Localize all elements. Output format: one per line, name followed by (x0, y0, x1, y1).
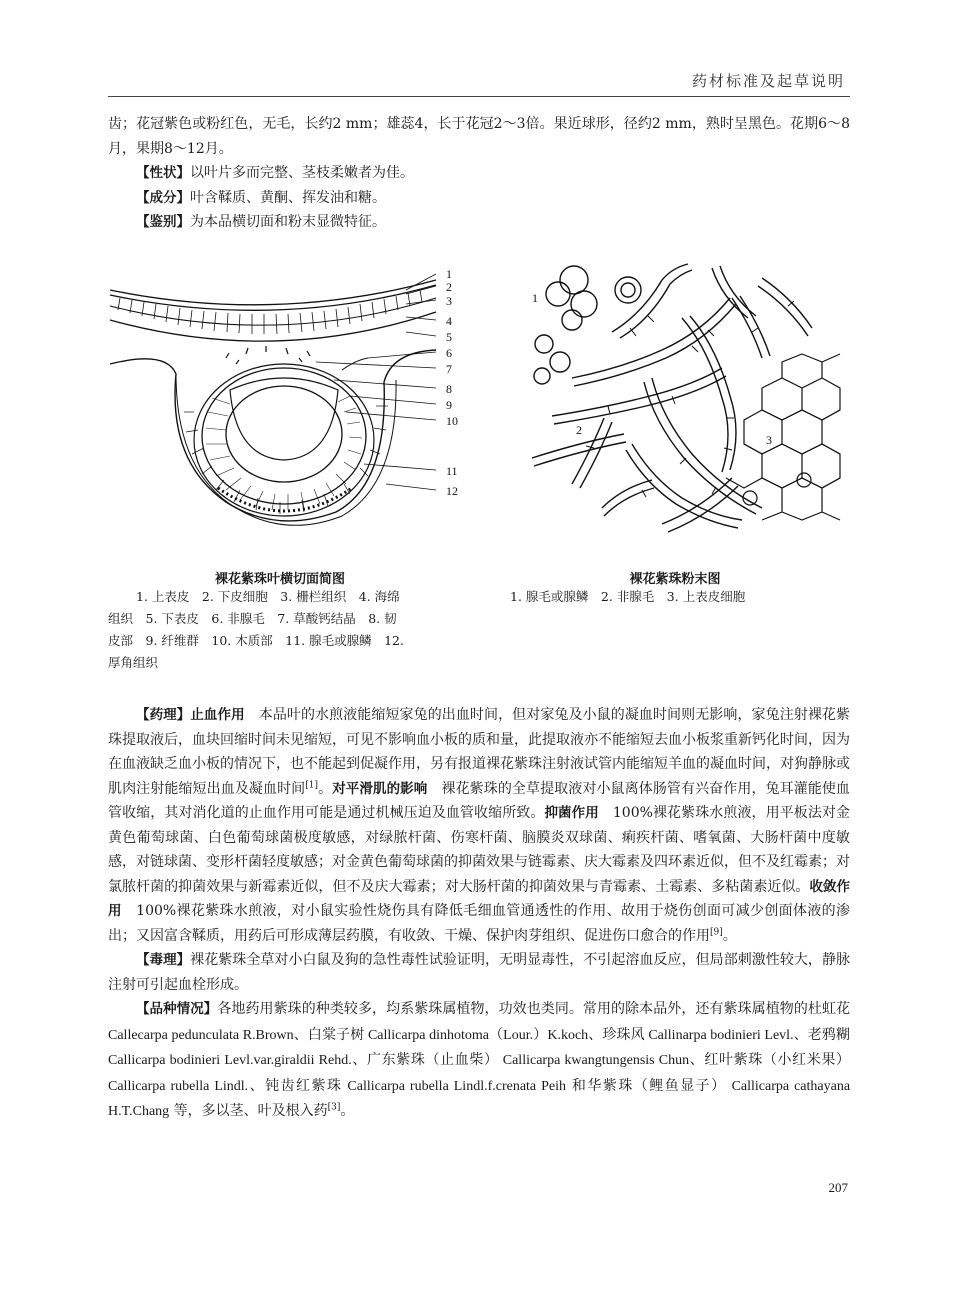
species-2-name: 、白棠子树 (293, 1026, 365, 1043)
label-chengfen: 【成分】 (136, 189, 190, 206)
label-xingzhuang: 【性状】 (136, 165, 190, 181)
species-4-name: 、老鸦糊 (793, 1026, 851, 1043)
species-6-latin: Callicarpa rubella Lindl. (108, 1078, 249, 1094)
section-xingzhuang (108, 161, 850, 186)
powder-figure (512, 258, 842, 553)
left-callout-1: 1 (446, 267, 452, 281)
left-legend-line-3: 皮部 9. 纤维群 10. 木质部 11. 腺毛或腺鳞 12. (108, 633, 404, 648)
label-duli: 【毒理】 (136, 952, 191, 968)
species-8-name: 和华紫珠（鲤鱼显子） (566, 1077, 727, 1094)
text-chengfen: 叶含鞣质、黄酮、挥发油和糖。 (190, 189, 386, 206)
species-2-latin: Callicarpa dinhotoma（Lour.）K.koch (364, 1027, 589, 1043)
species-7-name: 、钝齿红紫珠 (248, 1077, 343, 1094)
body-text-block (108, 703, 850, 1125)
left-legend-line-4: 厚角组织 (108, 655, 159, 670)
label-yaoli: 【药理】 (136, 707, 191, 723)
running-header-title: 药材标准及起草说明 (691, 72, 845, 90)
left-callout-11: 11 (446, 464, 458, 478)
species-5-name: 、广东紫珠（止血柴） (351, 1052, 499, 1068)
end-mark-b: 。 (340, 1103, 355, 1119)
species-7-latin: Callicarpa rubella Lindl.f.crenata Peih (342, 1078, 567, 1094)
page-number: 207 (828, 1180, 848, 1195)
header-rule (108, 96, 850, 97)
section-yaoli: 【药理】止血作用 本品叶的水煎液能缩短家兔的出血时间，但对家兔及小鼠的凝血时间则无影响，家兔注射裸花紫珠提取液后，血块回缩时间未见缩短，可见不影响血小板的质和量，此提取液亦不能缩短去血小板浆重新钙化时间，因为在血液缺乏血小板的情况下，也不能起到促凝作用，另有报道裸花紫珠注射液试管内能缩短羊血的凝血时间，对狗静脉或肌肉注射能缩短出血及凝血时间[1]。对平滑肌的影响 裸花紫珠的全草提取液对小鼠离体肠管有兴奋作用，兔耳灌能使血管收缩，其对消化道的止血作用可能是通过机械压迫及血管收缩所致。抑菌作用 100%裸花紫珠水煎液，用平板法对金黄色葡萄球菌、白色葡萄球菌极度敏感，对绿脓杆菌、伤寒杆菌、脑膜炎双球菌、痢疾杆菌、嗜氧菌、大肠杆菌中度敏感，对链球菌、变形杆菌轻度敏感；对金黄色葡萄球菌的抑菌效果与链霉素、庆大霉素及四环素近似，但不及红霉素；对氯脓杆菌的抑菌效果与新霉素近似，但不及庆大霉素；对大肠杆菌的抑菌效果与青霉素、土霉素、多粘菌素近似。收敛作用 100%裸花紫珠水煎液，对小鼠实验性烧伤具有降低毛细血管通透性的作用、故用于烧伤创面可减少创面体液的渗出；又因富含鞣质，用药后可形成薄层药膜，有收敛、干燥、保护肉芽组织、促进伤口愈合的作用[9]。 (108, 707, 851, 944)
species-8-latin: Callicarpa cathayana H.T.Chang (108, 1078, 851, 1119)
right-callout-2: 2 (576, 423, 582, 437)
right-figure-legend (510, 586, 840, 608)
right-callout-1: 1 (532, 291, 538, 305)
species-3-latin: Callinarpa bodinieri Levl. (644, 1027, 794, 1043)
left-callout-3: 3 (446, 294, 452, 308)
left-figure-title: 裸花紫珠叶横切面简图 (214, 572, 345, 587)
species-4-latin: Callicarpa bodinieri Levl.var.giraldii Rehd. (108, 1053, 352, 1068)
section-duli (108, 948, 850, 997)
text-duli: 裸花紫珠全草对小白鼠及狗的急性毒性试验证明，无明显毒性，不引起溶血反应，但局部刺激性较大，静脉注射可引起血栓形成。 (108, 952, 851, 993)
label-pinzhong: 【品种情况】 (136, 1001, 218, 1017)
label-jianbie: 【鉴别】 (136, 214, 190, 230)
left-callout-4: 4 (446, 314, 452, 328)
left-callout-8: 8 (446, 382, 452, 396)
heading-shoulian: 收敛作用 (108, 878, 851, 919)
ref-9: [9] (710, 926, 723, 937)
powder-drawing (512, 258, 842, 553)
species-6-name: 、红叶紫珠（小红米果） (689, 1052, 851, 1068)
heading-pinghuaji: 对平滑肌的影响 (332, 780, 428, 797)
text-pinghuaji: 裸花紫珠的全草提取液对小鼠离体肠管有兴奋作用，兔耳灌能使血管收缩，其对消化道的止血作用可能是通过机械压迫及血管收缩所致。 (108, 780, 851, 821)
text-xingzhuang: 以叶片多而完整、茎枝柔嫩者为佳。 (190, 165, 414, 181)
left-callout-10: 10 (446, 414, 458, 428)
left-legend-line-1: 1. 上表皮 2. 下皮细胞 3. 栅栏组织 4. 海绵 (136, 589, 400, 604)
left-callout-7: 7 (446, 362, 452, 376)
section-chengfen (108, 186, 850, 211)
section-jianbie (108, 210, 850, 235)
top-text-block (108, 112, 850, 235)
left-legend-line-2: 组织 5. 下表皮 6. 非腺毛 7. 草酸钙结晶 8. 韧 (108, 611, 397, 626)
left-callout-6: 6 (446, 346, 452, 360)
description-continuation: 齿；花冠紫色或粉红色，无毛，长约2 mm；雄蕊4，长于花冠2～3倍。果近球形，径约2 mm，熟时呈黑色。花期6～8月，果期8～12月。 (108, 116, 850, 157)
text-zhixue: 本品叶的水煎液能缩短家兔的出血时间，但对家兔及小鼠的凝血时间则无影响，家兔注射裸花紫珠提取液后，血块回缩时间未见缩短，可见不影响血小板的质和量，此提取液亦不能缩短去血小板浆重新钙化时间，因为在血液缺乏血小板的情况下，也不能起到促凝作用，另有报道裸花紫珠注射液试管内能缩短羊血的凝血时间，对狗静脉或肌肉注射能缩短出血及凝血时间 (108, 707, 851, 797)
ref-1: [1] (305, 779, 319, 790)
species-1-latin: Callecarpa pedunculata R.Brown (108, 1027, 294, 1043)
text-pinzhong-a: 各地药用紫珠的种类较多，均系紫珠属植物，功效也类同。常用的除本品外，还有紫珠属植物的杜虹花 (217, 1001, 851, 1017)
species-5-latin: Callicarpa kwangtungensis Chun (498, 1053, 690, 1068)
left-figure-legend (108, 586, 478, 674)
leaf-cross-section-drawing (106, 262, 476, 562)
right-figure-title: 裸花紫珠粉末图 (629, 572, 721, 587)
right-callout-3: 3 (766, 433, 772, 447)
left-callout-9: 9 (446, 398, 452, 412)
left-callout-2: 2 (446, 280, 452, 294)
text-shoulian: 100%裸花紫珠水煎液，对小鼠实验性烧伤具有降低毛细血管通透性的作用、故用于烧伤创面可减少创面体液的渗出；又因富含鞣质，用药后可形成薄层药膜，有收敛、干燥、保护肉芽组织、促进伤口愈合的作用 (108, 903, 850, 944)
ref-3: [3] (327, 1102, 341, 1113)
left-callout-12: 12 (446, 484, 458, 498)
text-pinzhong-b: 等，多以茎、叶及根入药 (169, 1103, 328, 1119)
left-callout-5: 5 (446, 330, 452, 344)
text-jianbie: 为本品横切面和粉末显微特征。 (190, 214, 386, 230)
text-kangjun: 100%裸花紫珠水煎液，用平板法对金黄色葡萄球菌、白色葡萄球菌极度敏感，对绿脓杆菌、伤寒杆菌、脑膜炎双球菌、痢疾杆菌、嗜氧菌、大肠杆菌中度敏感，对链球菌、变形杆菌轻度敏感；对金黄色葡萄球菌的抑菌效果与链霉素、庆大霉素及四环素近似，但不及红霉素；对氯脓杆菌的抑菌效果与新霉素近似，但不及庆大霉素；对大肠杆菌的抑菌效果与青霉素、土霉素、多粘菌素近似。 (108, 805, 851, 895)
species-3-name: 、珍珠风 (588, 1026, 645, 1043)
leaf-cross-section-figure (106, 262, 476, 562)
section-pinzhong (108, 997, 850, 1125)
right-legend-line-1: 1. 腺毛或腺鳞 2. 非腺毛 3. 上表皮细胞 (510, 589, 746, 604)
end-mark-a: 。 (722, 927, 737, 944)
heading-zhixue: 止血作用 (190, 707, 245, 723)
heading-kangjun: 抑菌作用 (544, 805, 599, 821)
